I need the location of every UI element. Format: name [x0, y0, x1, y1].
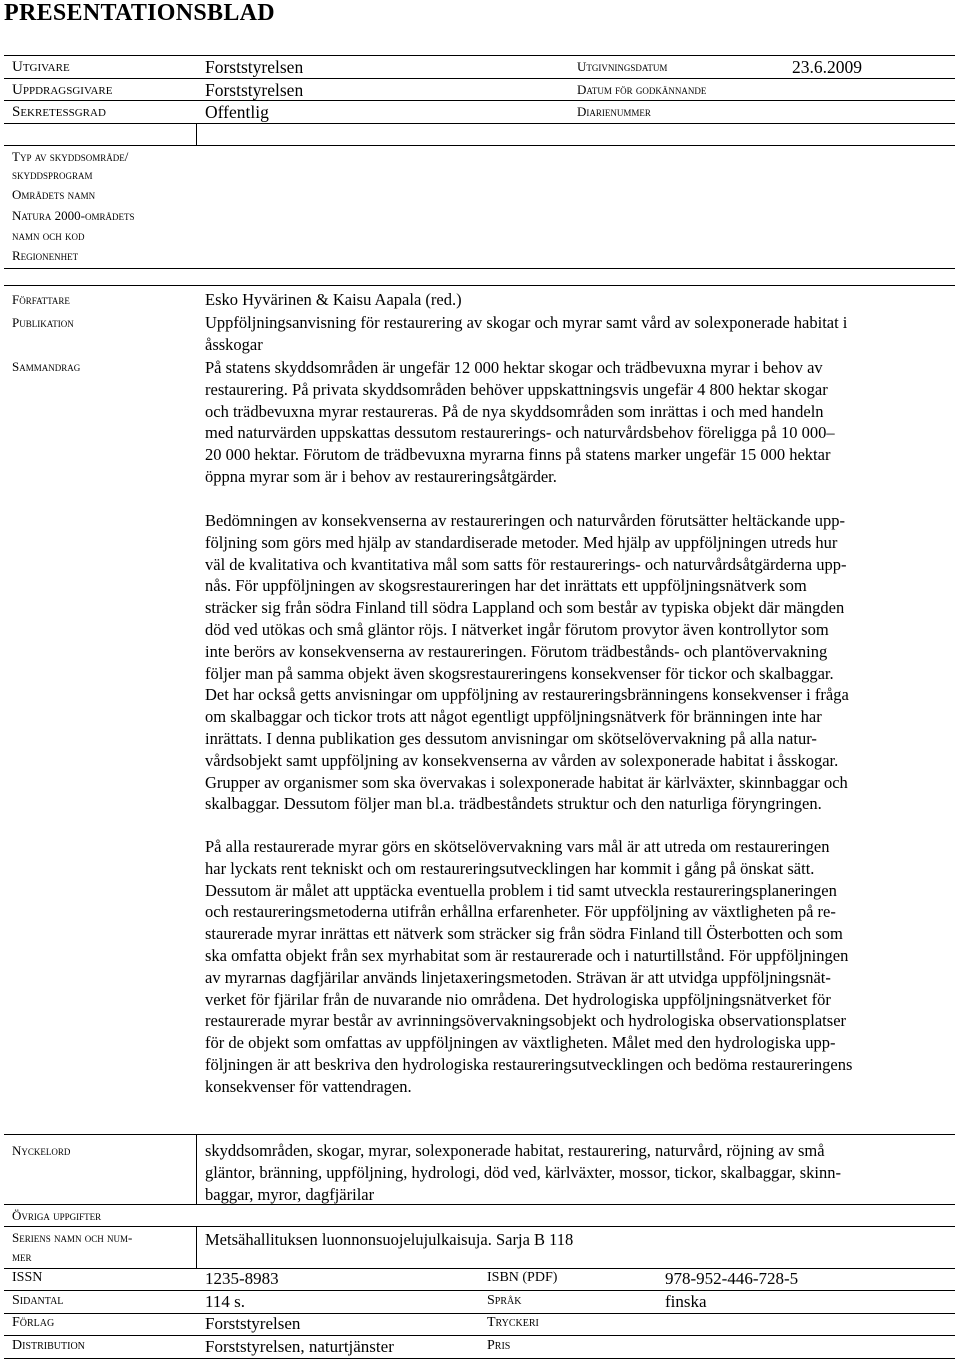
text-line: vårdsobjekt samt uppföljning av konsekvenserna av vården av solexponerade habitat i åsskogar. [205, 750, 839, 770]
text-line: ska omfatta objekt från sex myrhabitat som är restaurerade och i naturtillstånd. För uppföljningen [205, 945, 849, 965]
text-line: staurerade myrar inrättas ett nätverk som sträcker sig från södra Finland till Österbotten och som [205, 924, 843, 944]
sidantal-label: Sidantal [12, 1293, 64, 1308]
nyckelord-label: Nyckelord [12, 1143, 71, 1158]
rule [4, 1290, 955, 1291]
text-line: för de objekt som omfattas av uppföljningen av växtligheten. Målet med den hydrologiska upp- [205, 1033, 836, 1053]
text-line: nås. För uppföljningen av skogsrestaureringen har det inrättats ett uppföljningsnätverk som [205, 576, 807, 596]
text-line: och restaureringsmetoderna utifrån erhållna erfarenheter. För uppföljning av växtligheten på re- [205, 902, 836, 922]
text-line: På statens skyddsområden är ungefär 12 000 hektar skogar och trädbevuxna myrar i behov av [205, 358, 823, 377]
publikation-value-2: åsskogar [205, 335, 263, 354]
diarienummer-label: Diarienummer [577, 104, 651, 119]
utgivningsdatum-label: Utgivningsdatum [577, 59, 668, 74]
sekretessgrad-label: Sekretessgrad [12, 104, 106, 120]
vrule [196, 1226, 197, 1268]
nyckelord-value [205, 1140, 935, 1205]
text-line: död ved utökas och små gläntor röjs. I nätverket ingår förutom provytor även kontrollytor som [205, 619, 829, 639]
publikation-label: Publikation [12, 315, 74, 330]
text-line: baggar, myror, dagfjärilar [205, 1184, 375, 1204]
uppdragsgivare-value: Forststyrelsen [205, 80, 304, 100]
typ-label-2: skyddsprogram [12, 167, 93, 182]
rule [4, 1226, 955, 1227]
sekretessgrad-value: Offentlig [205, 102, 269, 122]
distribution-value: Forststyrelsen, naturtjänster [205, 1337, 394, 1356]
text-line: sträcker sig från södra Finland till södra Lappland och som består av typiska objekt där mängden [205, 598, 845, 618]
text-line: inrättats. I denna publikation ges dessutom anvisningar om skötselövervakning på alla natur- [205, 728, 817, 748]
godkannande-label: Datum för godkännande [577, 82, 707, 97]
text-line: och trädbevuxna myrar restaureras. På de nya skyddsområden som inrättas i och med handeln [205, 401, 824, 421]
text-line: verket för fjärilar från de nuvarande nio områdena. Det hydrologiska uppföljningsnätverket för [205, 989, 831, 1009]
sprak-label: Språk [487, 1293, 522, 1308]
text-line: följningen är att beskriva den hydrologiska restaureringsutvecklingen och bedöma restaureringens [205, 1054, 853, 1074]
serie-label-2: mer [12, 1249, 32, 1264]
text-line: skalbaggar. Dessutom följer man bl.a. trädbeståndets struktur och den naturliga föryngringen. [205, 794, 822, 814]
isbn-value: 978-952-446-728-5 [665, 1269, 799, 1288]
forlag-label: Förlag [12, 1315, 55, 1330]
sammandrag-label: Sammandrag [12, 359, 81, 374]
text-line: om skalbaggar och tickor trots att något egentligt uppföljningsnätverk för bränningen inte har [205, 707, 822, 727]
isbn-label: ISBN (PDF) [487, 1270, 558, 1285]
text-line: av myrarnas dagfjärilar används linjetaxeringsmetoden. Strävan är att utvidga uppföljningsnät- [205, 967, 831, 987]
rule [4, 285, 955, 286]
rule [4, 1313, 955, 1314]
sammandrag-paragraph-1 [205, 357, 945, 488]
text-line: öppna myrar som är i behov av restaureringsåtgärder. [205, 466, 557, 486]
natura-label-2: namn och kod [12, 228, 85, 243]
text-line: med naturvärden uppskattas dessutom restaurerings- och naturvårdsbehov föreligga på 10 000– [205, 423, 835, 443]
natura-label: Natura 2000-områdets [12, 208, 135, 223]
utgivare-value: Forststyrelsen [205, 57, 304, 77]
sidantal-value: 114 s. [205, 1292, 245, 1311]
pris-label: Pris [487, 1338, 511, 1353]
distribution-label: Distribution [12, 1338, 85, 1353]
issn-value: 1235-8983 [205, 1269, 279, 1288]
uppdragsgivare-label: Uppdragsgivare [12, 82, 113, 98]
rule [4, 145, 955, 146]
rule [4, 268, 955, 269]
text-line: följning som görs med hjälp av standardiserade metoder. Med hjälp av uppföljningen utreds hur [205, 532, 838, 552]
page-title: PRESENTATIONSBLAD [4, 0, 275, 26]
text-line: inte berörs av konsekvenserna av restaureringen. Förutom trädbestånds- och plantövervakning [205, 641, 828, 661]
utgivningsdatum-value: 23.6.2009 [792, 57, 862, 77]
text-line: har lyckats rent tekniskt och om restaureringsutvecklingen har kommit i gång på önskat sätt. [205, 858, 815, 878]
text-line: väl de kvalitativa och kvantitativa mål som satts för restaurerings- och naturvårdsåtgärderna upp- [205, 554, 847, 574]
vrule [196, 1134, 197, 1204]
text-line: följer man på samma objekt även skogsrestaureringens konsekvenser för tickor och skalbaggar. [205, 663, 834, 683]
text-line: gläntor, bränning, uppföljning, hydrologi, död ved, kärlväxter, mossor, tickor, skalbaggar, skinn- [205, 1162, 841, 1182]
rule [4, 78, 955, 79]
text-line: skyddsområden, skogar, myrar, solexponerade habitat, restaurering, naturvård, röjning av små [205, 1141, 825, 1160]
forlag-value: Forststyrelsen [205, 1314, 301, 1333]
serie-value: Metsähallituksen luonnonsuojelujulkaisuja. Sarja B 118 [205, 1230, 574, 1249]
utgivare-label: Utgivare [12, 59, 70, 75]
rule [4, 1268, 955, 1269]
text-line: Dessutom är målet att upptäcka eventuella problem i tid samt utveckla restaureringsplaneringen [205, 880, 837, 900]
text-line: restaurerade myrar består av avrinningsövervakningsobjekt och hydrologiska observationsplatser [205, 1011, 847, 1031]
forfattare-label: Författare [12, 292, 70, 307]
text-line: På alla restaurerade myrar görs en skötselövervakning vars mål är att utreda om restaureringen [205, 837, 830, 856]
text-line: restaurering. På privata skyddsområden behöver uppskattningsvis ungefär 4 800 hektar skogar [205, 379, 828, 399]
issn-label: ISSN [12, 1270, 43, 1285]
rule [4, 1335, 955, 1336]
forfattare-value: Esko Hyvärinen & Kaisu Aapala (red.) [205, 290, 462, 309]
serie-label: Seriens namn och num- [12, 1230, 133, 1245]
text-line: 20 000 hektar. Förutom de trädbevuxna myrarna finns på statens marker ungefär 15 000 hektar [205, 445, 831, 465]
rule-bottom [4, 1358, 955, 1359]
region-label: Regionenhet [12, 248, 79, 263]
ovriga-label: Övriga uppgifter [12, 1208, 102, 1223]
tryckeri-label: Tryckeri [487, 1315, 539, 1330]
rule-footer-top [4, 1134, 955, 1135]
vrule [196, 123, 197, 145]
rule [4, 1204, 955, 1205]
typ-label: Typ av skyddsområde/ [12, 149, 129, 164]
sammandrag-paragraph-3 [205, 836, 945, 1098]
publikation-value: Uppföljningsanvisning för restaurering av skogar och myrar samt vård av solexponerade habitat i [205, 313, 848, 332]
rule [4, 100, 955, 101]
text-line: Det har också getts anvisningar om uppföljning av restaureringsbränningens konsekvenser i fråga [205, 685, 849, 705]
text-line: Grupper av organismer som ska övervakas i solexponerade habitat är kärlväxter, skinnbaggar och [205, 772, 848, 792]
sprak-value: finska [665, 1292, 707, 1311]
omrade-label: Områdets namn [12, 187, 96, 202]
sammandrag-paragraph-2 [205, 510, 945, 815]
rule [4, 123, 955, 124]
text-line: konsekvenser för vattendragen. [205, 1076, 412, 1096]
text-line: Bedömningen av konsekvenserna av restaureringen och naturvården förutsätter heltäckande upp- [205, 511, 846, 530]
